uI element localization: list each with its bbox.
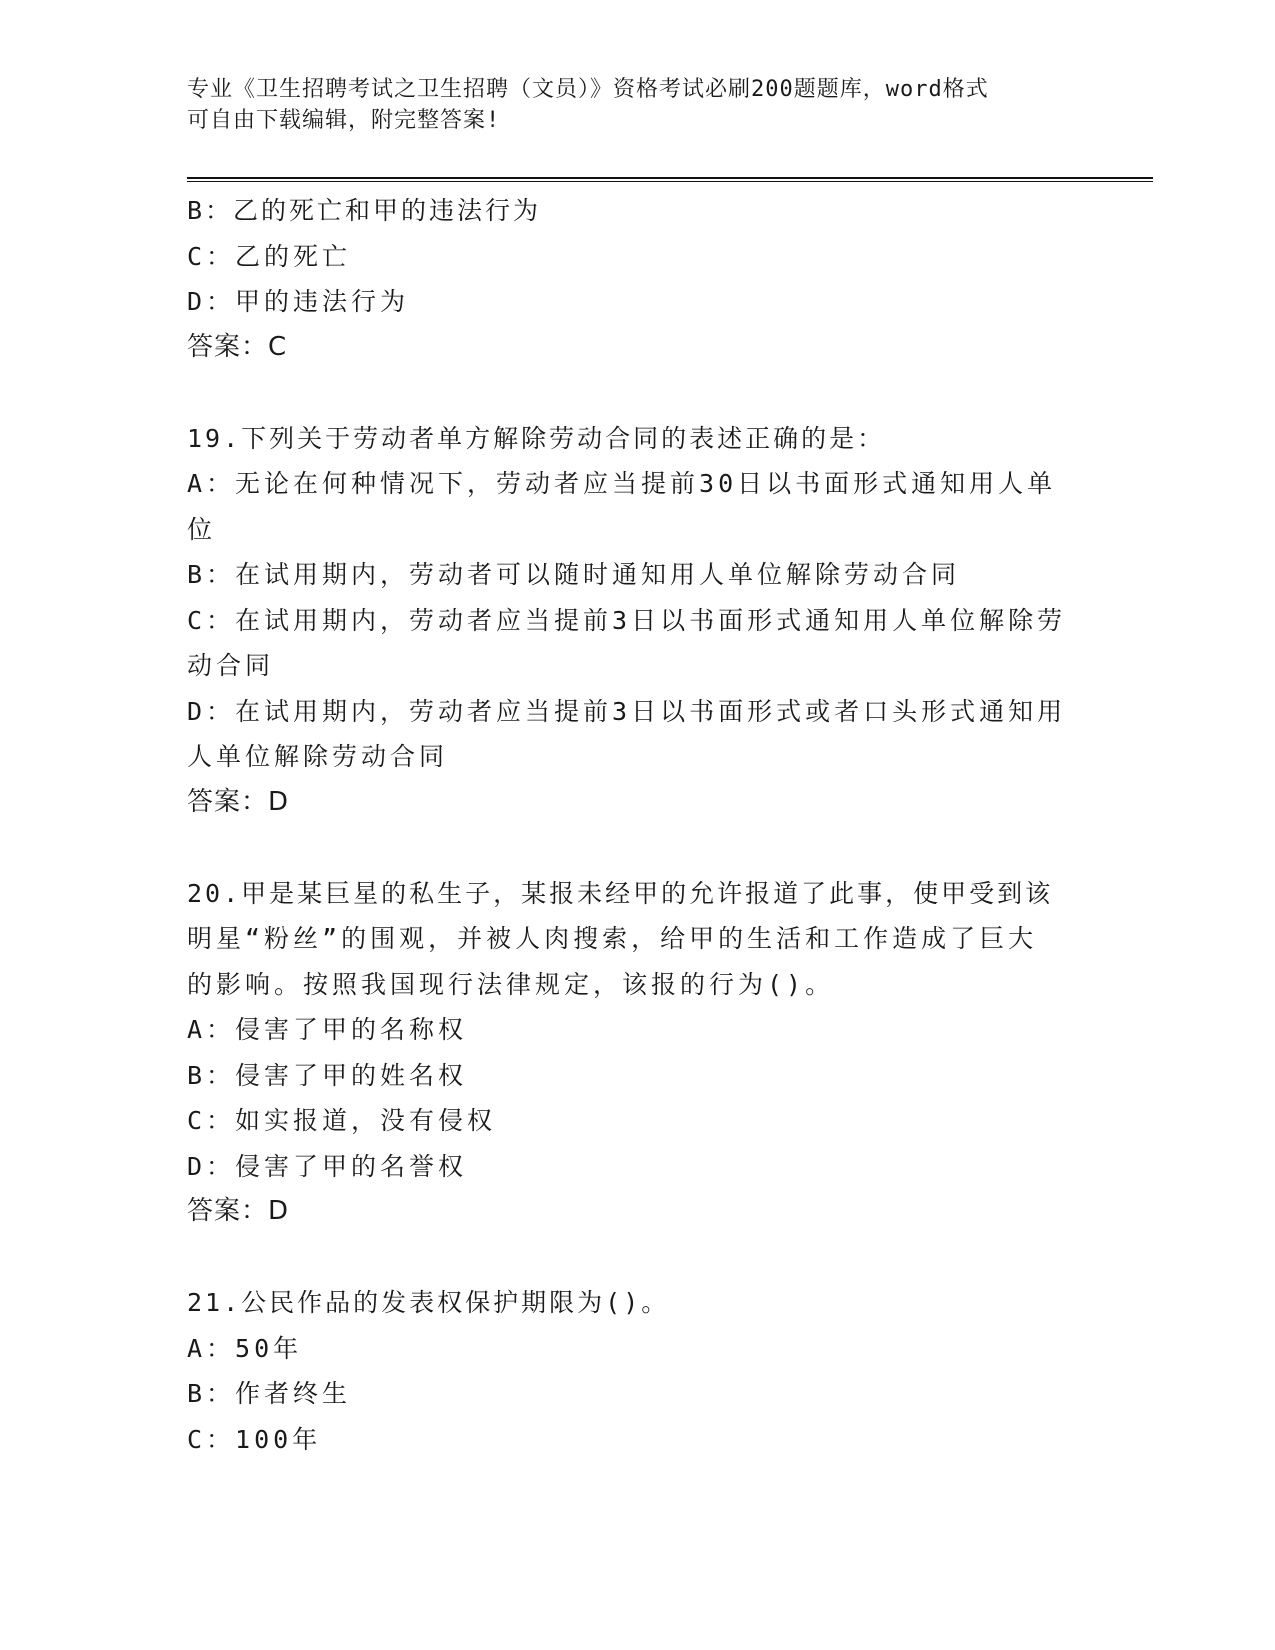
option-c-continued: 动合同	[187, 651, 275, 680]
question-21	[187, 1280, 1067, 1462]
header-divider-thick	[187, 177, 1153, 179]
answer-line: 答案：C	[187, 331, 288, 362]
option-a: A：50年	[187, 1333, 303, 1363]
question-stem: 20.甲是某巨星的私生子，某报未经甲的允许报道了此事，使甲受到该	[187, 878, 1054, 908]
question-stem: 21.公民作品的发表权保护期限为()。	[187, 1288, 670, 1317]
header-title-line-1: 专业《卫生招聘考试之卫生招聘（文员）》资格考试必刷200题题库，word格式	[187, 77, 989, 102]
question-20	[187, 871, 1067, 1235]
option-a: A：侵害了甲的名称权	[187, 1015, 468, 1044]
option-a: A：无论在何种情况下，劳动者应当提前30日以书面形式通知用人单	[187, 469, 1057, 498]
question-stem-continued: 的影响。按照我国现行法律规定，该报的行为()。	[187, 969, 835, 999]
spacer	[187, 370, 1067, 416]
option-d: D：在试用期内，劳动者应当提前3日以书面形式或者口头形式通知用	[187, 696, 1067, 726]
answer-line: 答案：D	[187, 1196, 290, 1226]
option-a-continued: 位	[187, 514, 217, 544]
document-header	[187, 74, 1067, 136]
header-title-line-2: 可自由下载编辑，附完整答案!	[187, 108, 501, 133]
spacer	[187, 825, 1067, 871]
question-stem-continued: 明星“粉丝”的围观，并被人肉搜索，给甲的生活和工作造成了巨大	[187, 924, 1038, 953]
option-c: C：在试用期内，劳动者应当提前3日以书面形式通知用人单位解除劳	[187, 605, 1067, 635]
option-b: B：作者终生	[187, 1379, 352, 1408]
option-c: C：乙的死亡	[187, 241, 352, 271]
option-d: D：侵害了甲的名誉权	[187, 1151, 468, 1181]
question-19	[187, 416, 1067, 826]
option-b: B：侵害了甲的姓名权	[187, 1060, 468, 1090]
option-c: C：100年	[187, 1424, 322, 1454]
spacer	[187, 1235, 1067, 1281]
option-b: B：乙的死亡和甲的违法行为	[187, 196, 542, 225]
answer-line: 答案：D	[187, 786, 290, 817]
header-divider-thin	[187, 181, 1153, 182]
option-c: C：如实报道，没有侵权	[187, 1106, 497, 1135]
option-d-continued: 人单位解除劳动合同	[187, 742, 449, 771]
question-stem: 19.下列关于劳动者单方解除劳动合同的表述正确的是：	[187, 423, 886, 453]
question-list	[187, 188, 1067, 1462]
question-18-continued	[187, 188, 1067, 370]
option-d: D：甲的违法行为	[187, 287, 410, 316]
option-b: B：在试用期内，劳动者可以随时通知用人单位解除劳动合同	[187, 560, 961, 589]
